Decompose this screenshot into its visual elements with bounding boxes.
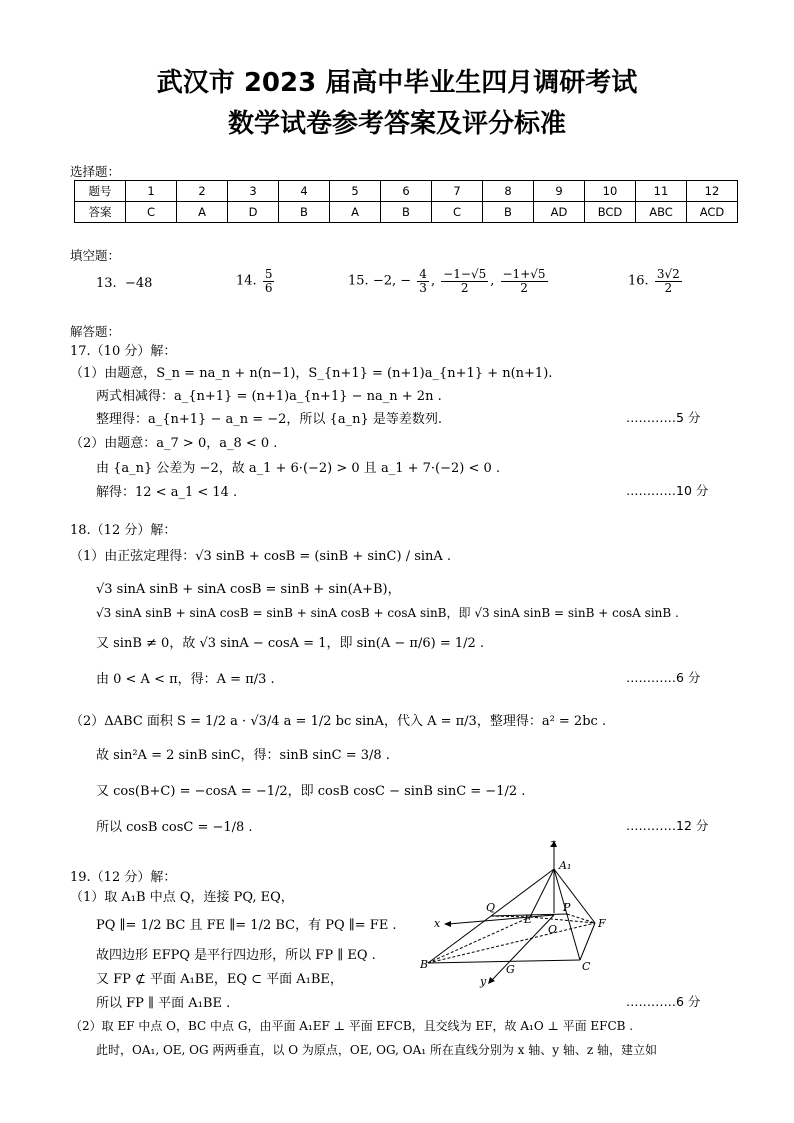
score-mark: …………12 分 [626, 818, 709, 833]
q15-fraction-1 [417, 268, 429, 294]
frac-bottom: 2 [664, 280, 673, 295]
q19-line: （1）取 A₁B 中点 Q，连接 PQ, EQ， [70, 890, 294, 905]
q17-line: （2）由题意：a_7 > 0，a_8 < 0 . [70, 436, 278, 451]
frac-top: 5 [264, 267, 273, 281]
table-cell: 11 [636, 181, 687, 202]
title-line2: 数学试卷参考答案及评分标准 [227, 109, 566, 139]
fill-q13 [96, 276, 152, 291]
choice-label: 选择题： [70, 164, 121, 179]
edge-BC [428, 960, 580, 963]
label-x: x [434, 917, 441, 930]
label-G: G [506, 963, 515, 976]
table-cell: 5 [330, 181, 381, 202]
table-cell: B [279, 202, 330, 223]
label-F: F [598, 917, 606, 930]
frac-top: 3√2 [656, 267, 680, 281]
q19-line: 此时，OA₁, OE, OG 两两垂直，以 O 为原点，OE, OG, OA₁ 所在直线分别为 x 轴、y 轴、z 轴，建立如 [96, 1043, 657, 1057]
table-cell: 8 [483, 181, 534, 202]
table-cell: 9 [534, 181, 585, 202]
q16-fraction [655, 268, 682, 294]
q17-heading: 17.（10 分）解： [70, 344, 177, 359]
q13-answer: −48 [124, 276, 153, 291]
q18-heading: 18.（12 分）解： [70, 523, 177, 538]
table-cell: ABC [636, 202, 687, 223]
table-cell: 7 [432, 181, 483, 202]
q19-line: 故四边形 EFPQ 是平行四边形，所以 FP ∥ EQ . [96, 948, 376, 963]
score-mark: …………6 分 [626, 994, 701, 1009]
q19-line: （2）取 EF 中点 O，BC 中点 G，由平面 A₁EF ⊥ 平面 EFCB，且交线为 EF，故 A₁O ⊥ 平面 EFCB . [70, 1019, 634, 1033]
label-y: y [480, 975, 487, 988]
q15-number: 15. [348, 273, 369, 289]
table-cell: C [126, 202, 177, 223]
edge-A1F [554, 869, 595, 923]
frac-top: −1+√5 [502, 267, 546, 281]
q14-fraction [263, 268, 275, 294]
table-cell: BCD [585, 202, 636, 223]
q13-number: 13. [96, 276, 117, 291]
table-cell: 题号 [75, 181, 126, 202]
q17-line: 解得：12 < a_1 < 14 . [96, 485, 238, 500]
q19-line: PQ ∥= 1/2 BC 且 FE ∥= 1/2 BC，有 PQ ∥= FE . [96, 918, 397, 933]
table-cell: 3 [228, 181, 279, 202]
q19-line: 所以 FP ∥ 平面 A₁BE . [96, 996, 231, 1011]
table-cell: A [177, 202, 228, 223]
table-cell: 10 [585, 181, 636, 202]
table-cell: ACD [687, 202, 738, 223]
q16-number: 16. [628, 273, 649, 289]
q14-number: 14. [236, 273, 257, 289]
table-cell: 4 [279, 181, 330, 202]
q15-part-a: −2, − [372, 273, 412, 289]
table-cell: 答案 [75, 202, 126, 223]
q18-line: 所以 cosB cosC = −1/8 . [96, 820, 253, 835]
frac-bottom: 6 [264, 280, 273, 295]
table-cell: A [330, 202, 381, 223]
table-cell: D [228, 202, 279, 223]
frac-bottom: 2 [460, 280, 469, 295]
label-z: z [550, 837, 556, 850]
label-A1: A₁ [559, 859, 572, 872]
label-O: O [548, 923, 558, 936]
fill-label: 填空题： [70, 248, 121, 263]
title-line1: 武汉市 2023 届高中毕业生四月调研考试 [156, 68, 638, 98]
q18-line: √3 sinA sinB + sinA cosB = sinB + sin(A+B)， [96, 582, 401, 597]
q15-fraction-3 [501, 268, 548, 294]
answer-table [74, 180, 738, 223]
q17-line: 整理得：a_{n+1} − a_n = −2，所以 {a_n} 是等差数列. [96, 412, 442, 427]
q18-line: （2）ΔABC 面积 S = 1/2 a · √3/4 a = 1/2 bc sinA，代入 A = π/3，整理得：a² = 2bc . [70, 714, 607, 729]
table-cell: 6 [381, 181, 432, 202]
edge-EF [530, 917, 595, 923]
q19-line: 又 FP ⊄ 平面 A₁BE，EQ ⊂ 平面 A₁BE， [96, 972, 343, 987]
q17-line: （1）由题意，S_n = na_n + n(n−1)，S_{n+1} = (n+1)a_{n+1} + n(n+1). [70, 366, 553, 381]
table-cell: 2 [177, 181, 228, 202]
table-cell: 1 [126, 181, 177, 202]
frac-top: 4 [419, 267, 427, 281]
table-cell: 12 [687, 181, 738, 202]
score-mark: …………10 分 [626, 483, 709, 498]
solve-label: 解答题： [70, 324, 121, 339]
label-P: P [563, 901, 571, 914]
q17-line: 由 {a_n} 公差为 −2，故 a_1 + 6·(−2) > 0 且 a_1 + 7·(−2) < 0 . [96, 461, 501, 476]
frac-bottom: 3 [419, 280, 427, 295]
score-mark: …………5 分 [626, 410, 701, 425]
y-axis [492, 915, 554, 980]
edge-BF [428, 923, 595, 963]
edge-FC [580, 923, 595, 960]
table-cell: AD [534, 202, 585, 223]
geometry-figure [420, 835, 620, 995]
q15-fraction-2 [441, 268, 488, 294]
q18-line: 故 sin²A = 2 sinB sinC，得：sinB sinC = 3/8 . [96, 748, 390, 763]
q18-line: √3 sinA sinB + sinA cosB = sinB + sinA cosB + cosA sinB，即 √3 sinA sinB = sinB + cosA sinB . [96, 606, 679, 620]
q17-line: 两式相减得：a_{n+1} = (n+1)a_{n+1} − na_n + 2n . [96, 389, 442, 404]
q18-line: 又 sinB ≠ 0，故 √3 sinA − cosA = 1，即 sin(A − π/6) = 1/2 . [96, 636, 485, 651]
q18-line: 又 cos(B+C) = −cosA = −1/2，即 cosB cosC − sinB sinC = −1/2 . [96, 784, 526, 799]
q18-line: 由 0 < A < π，得：A = π/3 . [96, 672, 275, 687]
score-mark: …………6 分 [626, 670, 701, 685]
q19-heading: 19.（12 分）解： [70, 870, 177, 885]
label-C: C [582, 960, 591, 973]
q18-line: （1）由正弦定理得：√3 sinB + cosB = (sinB + sinC) / sinA . [70, 549, 452, 564]
table-cell: B [483, 202, 534, 223]
label-Q: Q [486, 901, 496, 914]
table-cell: B [381, 202, 432, 223]
frac-bottom: 2 [520, 280, 528, 295]
edge-A1E [530, 869, 554, 917]
fill-q16 [628, 268, 684, 294]
frac-top: −1−√5 [443, 267, 487, 281]
x-arrow [444, 921, 451, 927]
fill-q15: 15. −2, − $\frac{4}{3}$ , $\frac{-1-√5}{2}$ , $\frac{-1+√5}{2}$ [348, 267, 546, 295]
table-row [75, 202, 738, 223]
label-B: B [420, 958, 429, 971]
fill-q14 [236, 268, 276, 294]
table-row [75, 181, 738, 202]
table-cell: C [432, 202, 483, 223]
label-E: E [524, 913, 533, 926]
